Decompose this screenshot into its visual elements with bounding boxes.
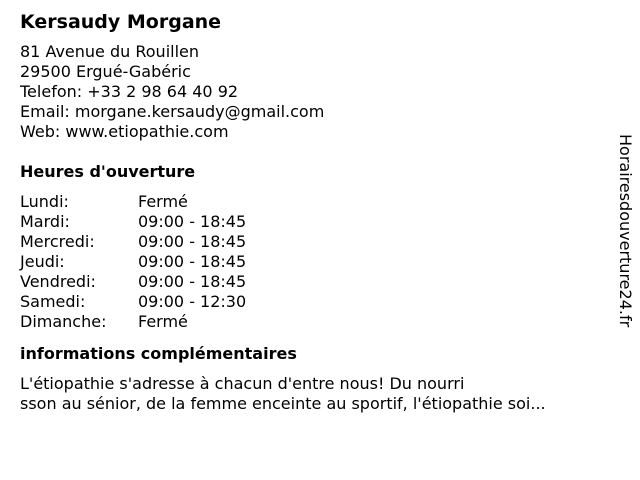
address-street: 81 Avenue du Rouillen bbox=[20, 42, 200, 61]
hours-row bbox=[20, 192, 600, 212]
hours-time: 09:00 - 18:45 bbox=[138, 252, 247, 271]
site-watermark: Horairesdouverture24.fr bbox=[616, 134, 635, 328]
hours-day: Samedi: bbox=[20, 292, 86, 311]
hours-day: Jeudi: bbox=[20, 252, 65, 271]
hours-day: Mardi: bbox=[20, 212, 70, 231]
hours-row bbox=[20, 312, 600, 332]
hours-time: Fermé bbox=[138, 312, 188, 331]
web-label: Web: bbox=[20, 122, 61, 141]
web-line bbox=[20, 122, 600, 142]
hours-row bbox=[20, 292, 600, 312]
hours-time: 09:00 - 18:45 bbox=[138, 232, 247, 251]
hours-time: 09:00 - 18:45 bbox=[138, 272, 247, 291]
hours-title: Heures d'ouverture bbox=[20, 162, 196, 181]
hours-row bbox=[20, 252, 600, 272]
hours-day: Lundi: bbox=[20, 192, 69, 211]
info-description bbox=[20, 374, 600, 414]
email-address[interactable]: morgane.kersaudy@gmail.com bbox=[74, 102, 325, 121]
hours-row bbox=[20, 272, 600, 292]
phone-label: Telefon: bbox=[20, 82, 83, 101]
hours-day: Vendredi: bbox=[20, 272, 96, 291]
website-link[interactable]: www.etiopathie.com bbox=[65, 122, 229, 141]
contact-block bbox=[20, 42, 600, 142]
info-line: L'étiopathie s'adresse à chacun d'entre nous! Du nourri bbox=[20, 374, 465, 393]
business-name: Kersaudy Morgane bbox=[20, 11, 222, 33]
address-city: 29500 Ergué-Gabéric bbox=[20, 62, 191, 81]
opening-hours-table bbox=[20, 192, 600, 332]
hours-time: 09:00 - 12:30 bbox=[138, 292, 247, 311]
hours-time: Fermé bbox=[138, 192, 188, 211]
hours-row bbox=[20, 232, 600, 252]
hours-time: 09:00 - 18:45 bbox=[138, 212, 247, 231]
phone-line bbox=[20, 82, 600, 102]
hours-day: Dimanche: bbox=[20, 312, 107, 331]
hours-day: Mercredi: bbox=[20, 232, 95, 251]
email-line bbox=[20, 102, 600, 122]
phone-number[interactable]: +33 2 98 64 40 92 bbox=[87, 82, 239, 101]
email-label: Email: bbox=[20, 102, 70, 121]
business-card bbox=[20, 10, 600, 414]
info-line: sson au sénior, de la femme enceinte au sportif, l'étiopathie soi... bbox=[20, 394, 546, 413]
hours-row bbox=[20, 212, 600, 232]
info-title: informations complémentaires bbox=[20, 344, 297, 363]
